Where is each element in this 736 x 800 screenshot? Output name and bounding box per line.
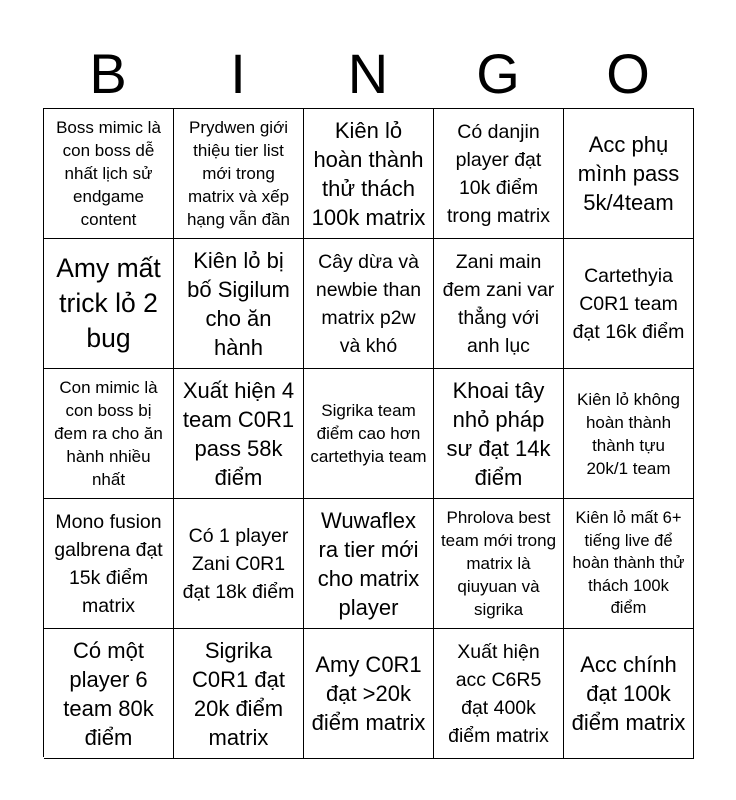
cell-text: Có 1 player Zani C0R1 đạt 18k điểm: [182, 524, 295, 603]
header-letter-n: N: [347, 42, 389, 105]
cell-text: Zani main đem zani var thẳng với anh lục: [442, 250, 555, 357]
cell-text: Kiên lỏ mất 6+ tiếng live để hoàn thành thử thách 100k điểm: [572, 509, 685, 618]
bingo-cell-r4-c5[interactable]: [564, 499, 694, 629]
cell-text: Sigrika team điểm cao hơn cartethyia team: [310, 401, 427, 466]
header-letter-g: G: [476, 42, 520, 105]
bingo-cell-r2-c5[interactable]: [564, 239, 694, 369]
cell-text: Kiên lỏ hoàn thành thử thách 100k matrix: [311, 117, 426, 230]
bingo-cell-r5-c1[interactable]: [44, 629, 174, 759]
cell-text: Boss mimic là con boss dễ nhất lịch sử endgame content: [56, 118, 161, 229]
bingo-grid: [43, 108, 694, 757]
bingo-cell-r3-c4[interactable]: [434, 369, 564, 499]
bingo-cell-r3-c1[interactable]: [44, 369, 174, 499]
cell-text: Mono fusion galbrena đạt 15k điểm matrix: [54, 510, 163, 617]
cell-text: Con mimic là con boss bị đem ra cho ăn hành nhiều nhất: [54, 378, 163, 489]
header-letter-o: O: [606, 42, 650, 105]
bingo-cell-r1-c1[interactable]: [44, 109, 174, 239]
cell-text: Amy C0R1 đạt >20k điểm matrix: [311, 652, 426, 735]
cell-text: Khoai tây nhỏ pháp sư đạt 14k điểm: [446, 377, 551, 490]
cell-text: Cây dừa và newbie than matrix p2w và khó: [315, 250, 422, 357]
bingo-cell-r5-c3[interactable]: [304, 629, 434, 759]
bingo-cell-r3-c2[interactable]: [174, 369, 304, 499]
bingo-header: [43, 40, 693, 108]
bingo-cell-r5-c2[interactable]: [174, 629, 304, 759]
bingo-cell-r2-c3[interactable]: [304, 239, 434, 369]
cell-text: Kiên lỏ bị bố Sigilum cho ăn hành: [187, 247, 290, 360]
cell-text: Kiên lỏ không hoàn thành thành tựu 20k/1 team: [576, 389, 681, 478]
bingo-cell-r4-c1[interactable]: [44, 499, 174, 629]
cell-text: Wuwaflex ra tier mới cho matrix player: [317, 507, 420, 620]
cell-text: Prydwen giới thiệu tier list mới trong matrix và xếp hạng vẫn đần: [186, 118, 291, 229]
cell-text: Phrolova best team mới trong matrix là qiuyuan và sigrika: [440, 508, 557, 619]
bingo-cell-r5-c5[interactable]: [564, 629, 694, 759]
bingo-cell-r1-c4[interactable]: [434, 109, 564, 239]
bingo-cell-r3-c5[interactable]: [564, 369, 694, 499]
cell-text: Sigrika C0R1 đạt 20k điểm matrix: [192, 637, 285, 750]
bingo-cell-r4-c2[interactable]: [174, 499, 304, 629]
bingo-cell-r2-c4[interactable]: [434, 239, 564, 369]
cell-text: Xuất hiện acc C6R5 đạt 400k điểm matrix: [448, 640, 549, 747]
bingo-cell-r1-c5[interactable]: [564, 109, 694, 239]
cell-text: Có danjin player đạt 10k điểm trong matrix: [447, 120, 550, 227]
header-letter-b: B: [89, 42, 127, 105]
bingo-cell-r1-c3[interactable]: [304, 109, 434, 239]
cell-text: Amy mất trick lỏ 2 bug: [56, 253, 161, 353]
bingo-cell-r4-c4[interactable]: [434, 499, 564, 629]
cell-text: Có một player 6 team 80k điểm: [63, 637, 154, 750]
bingo-cell-r3-c3[interactable]: [304, 369, 434, 499]
cell-text: Xuất hiện 4 team C0R1 pass 58k điểm: [182, 377, 295, 490]
cell-text: Cartethyia C0R1 team đạt 16k điểm: [572, 264, 685, 343]
cell-text: Acc phụ mình pass 5k/4team: [577, 132, 680, 215]
bingo-cell-r1-c2[interactable]: [174, 109, 304, 239]
bingo-cell-r5-c4[interactable]: [434, 629, 564, 759]
cell-text: Acc chính đạt 100k điểm matrix: [571, 652, 686, 735]
bingo-cell-r2-c1[interactable]: [44, 239, 174, 369]
bingo-cell-r2-c2[interactable]: [174, 239, 304, 369]
bingo-cell-r4-c3[interactable]: [304, 499, 434, 629]
header-letter-i: I: [230, 42, 246, 105]
